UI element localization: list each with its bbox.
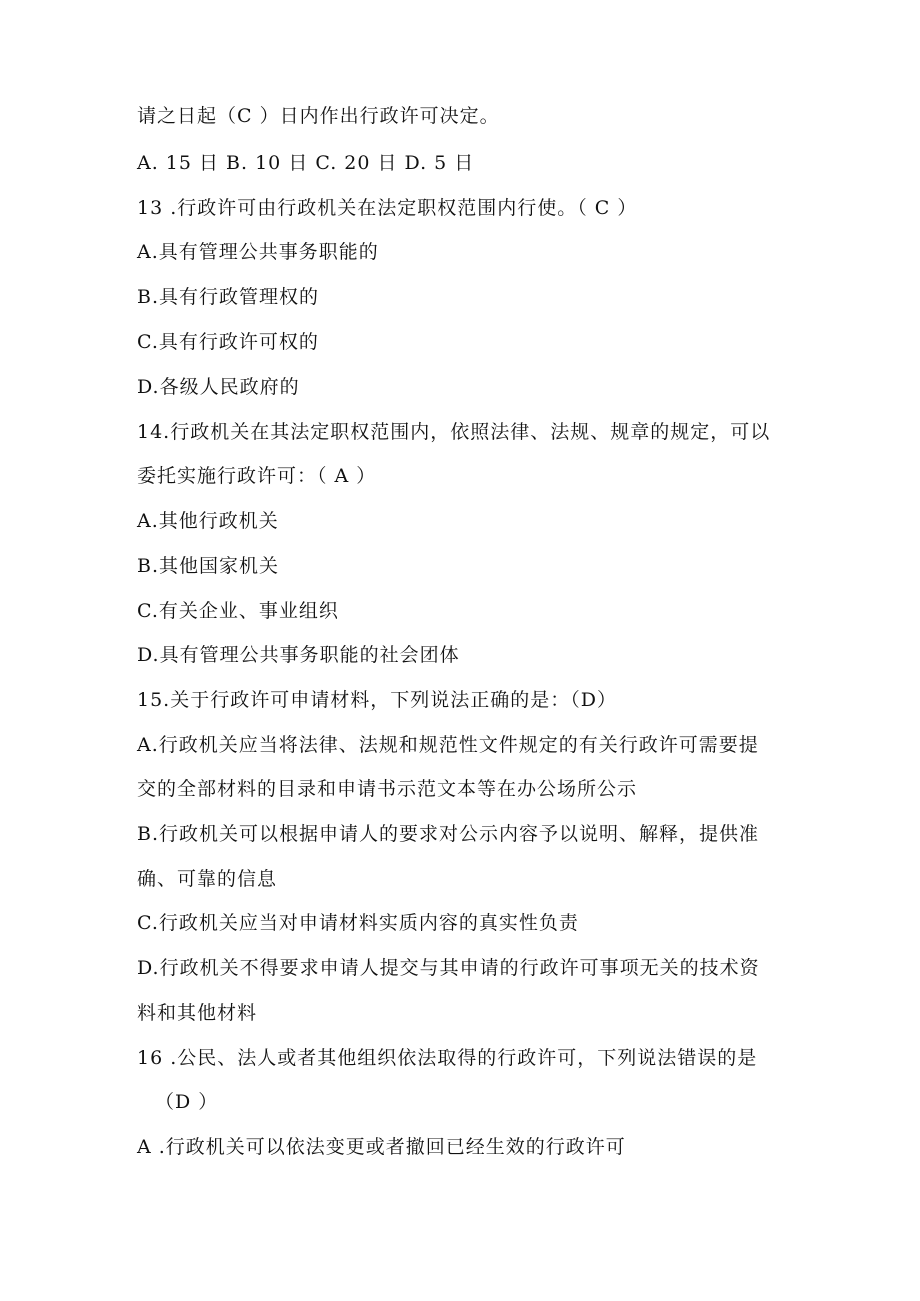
question-14-option-a: A.其他行政机关 [137, 510, 279, 532]
question-12-text-end: 请之日起（C ）日内作出行政许可决定。 [137, 105, 500, 127]
question-14-stem-line-2: 委托实施行政许可：（ A ） [137, 465, 377, 487]
question-13-stem: 13 .行政许可由行政机关在法定职权范围内行使。（ C ） [137, 197, 638, 219]
question-15-option-a-line-1: A.行政机关应当将法律、法规和规范性文件规定的有关行政许可需要提 [137, 734, 759, 756]
question-14-option-d: D.具有管理公共事务职能的社会团体 [137, 644, 460, 666]
question-16-option-a: A .行政机关可以依法变更或者撤回已经生效的行政许可 [137, 1136, 626, 1158]
question-15-option-d-line-2: 料和其他材料 [137, 1002, 258, 1024]
question-14-stem-line-1: 14.行政机关在其法定职权范围内，依照法律、法规、规章的规定，可以 [137, 421, 771, 443]
question-13-option-d: D.各级人民政府的 [137, 376, 300, 398]
question-13-option-c: C.具有行政许可权的 [137, 331, 319, 353]
question-12-options: A. 15 日 B. 10 日 C. 20 日 D. 5 日 [137, 152, 475, 174]
question-14-option-c: C.有关企业、事业组织 [137, 600, 339, 622]
question-15-stem: 15.关于行政许可申请材料，下列说法正确的是：（D） [137, 689, 617, 711]
question-16-answer: （D ） [155, 1091, 219, 1113]
question-15-option-a-line-2: 交的全部材料的目录和申请书示范文本等在办公场所公示 [137, 778, 638, 800]
question-15-option-b-line-1: B.行政机关可以根据申请人的要求对公示内容予以说明、解释，提供准 [137, 823, 760, 845]
question-14-option-b: B.其他国家机关 [137, 555, 280, 577]
question-15-option-c: C.行政机关应当对申请材料实质内容的真实性负责 [137, 912, 579, 934]
question-13-option-b: B.具有行政管理权的 [137, 286, 320, 308]
question-15-option-b-line-2: 确、可靠的信息 [137, 868, 278, 890]
question-16-stem-line-1: 16 .公民、法人或者其他组织依法取得的行政许可，下列说法错误的是 [137, 1047, 758, 1069]
question-15-option-d-line-1: D.行政机关不得要求申请人提交与其申请的行政许可事项无关的技术资 [137, 957, 760, 979]
question-13-option-a: A.具有管理公共事务职能的 [137, 241, 379, 263]
